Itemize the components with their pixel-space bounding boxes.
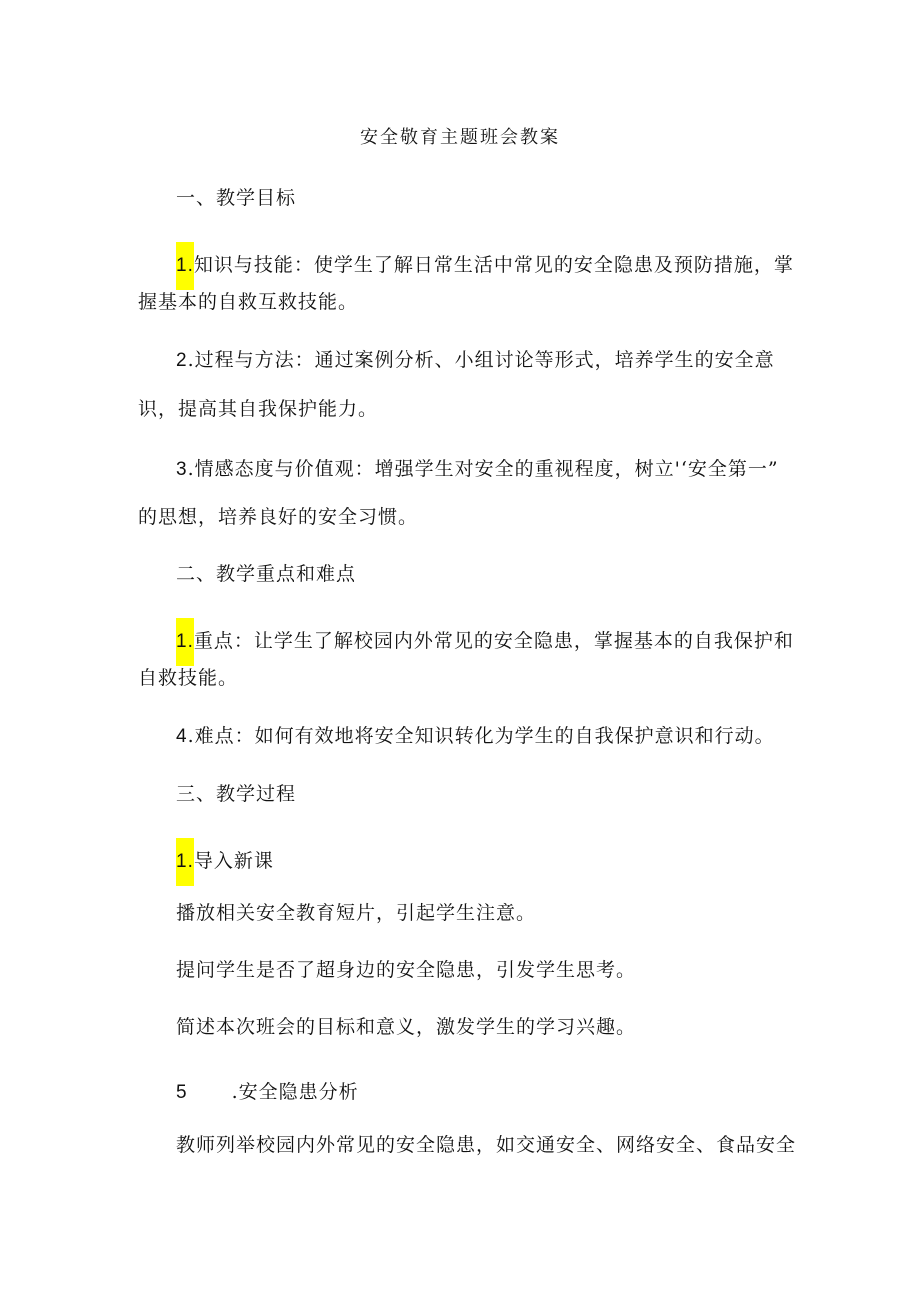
list-number: 1. <box>176 618 194 666</box>
paragraph-continuation: 识，提高其自我保护能力。 <box>138 398 379 420</box>
paragraph-text: .情感态度与价值观：增强学生对安全的重视程度，树立'‘安全第一” <box>187 458 779 480</box>
paragraph-text: 知识与技能：使学生了解日常生活中常见的安全隐患及预防措施，掌 <box>193 254 794 276</box>
list-number: 2 <box>176 350 188 371</box>
paragraph-difficulty <box>176 724 775 749</box>
list-number: 3 <box>176 459 188 480</box>
section-heading-process: 三、教学过程 <box>176 783 297 805</box>
paragraph-continuation: 自救技能。 <box>138 667 239 689</box>
paragraph-text: .安全隐患分析 <box>231 1081 359 1103</box>
subheading-hazard-analysis <box>176 1080 359 1105</box>
list-number: 1. <box>176 242 194 290</box>
paragraph-continuation: 的思想，培养良好的安全习惯。 <box>138 506 419 528</box>
paragraph-text: .过程与方法：通过案例分析、小组讨论等形式，培养学生的安全意 <box>187 349 775 371</box>
list-number: 4 <box>176 726 188 747</box>
document-title: 安全敬育主题班会教案 <box>360 127 560 148</box>
paragraph-play-video: 播放相关安全教育短片，引起学生注意。 <box>176 902 537 924</box>
section-heading-objectives: 一、教学目标 <box>176 187 297 209</box>
list-number: 1. <box>176 838 194 886</box>
paragraph-key-point <box>176 618 794 666</box>
paragraph-text: 重点：让学生了解校园内外常见的安全隐患，掌握基本的自我保护和 <box>193 630 794 652</box>
paragraph-ask-students: 提问学生是否了超身边的安全隐患，引发学生思考。 <box>176 959 637 981</box>
paragraph-attitude-values <box>176 457 779 482</box>
section-heading-key-points: 二、教学重点和难点 <box>176 563 357 585</box>
paragraph-text: .难点：如何有效地将安全知识转化为学生的自我保护意识和行动。 <box>187 725 775 747</box>
subheading-introduction <box>176 838 274 886</box>
paragraph-process-methods <box>176 348 775 373</box>
paragraph-describe-goals: 简述本次班会的目标和意义，激发学生的学习兴趣。 <box>176 1016 637 1038</box>
paragraph-knowledge-skills <box>176 242 794 290</box>
paragraph-teacher-lists: 教师列举校园内外常见的安全隐患，如交通安全、网络安全、食品安全 <box>176 1134 797 1156</box>
paragraph-text: 导入新课 <box>193 850 274 872</box>
list-number: 5 <box>176 1082 188 1103</box>
paragraph-continuation: 握基本的自救互救技能。 <box>138 291 359 313</box>
